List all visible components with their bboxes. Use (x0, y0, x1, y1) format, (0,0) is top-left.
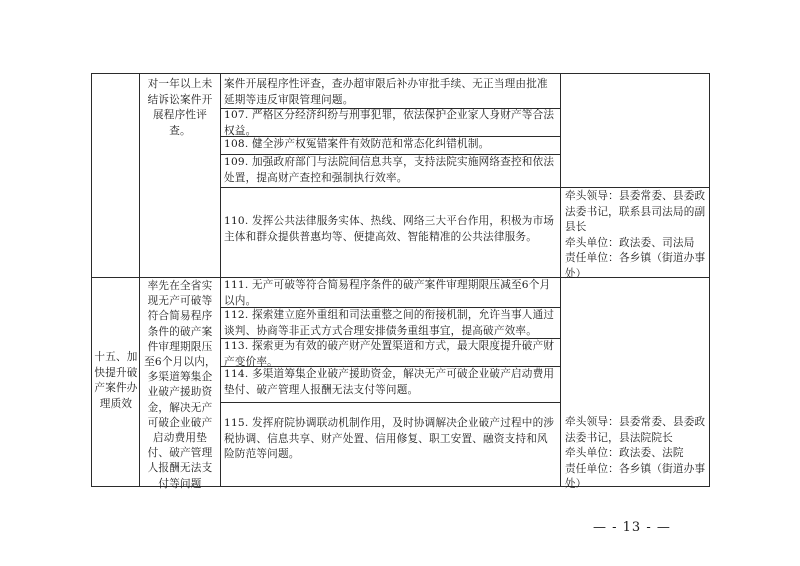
measure-112: 112. 探索建立庭外重组和司法重整之间的衔接机制，允许当事人通过谈判、协商等非正式方式合理安排债务重组事宜，提高破产效率。 (224, 309, 555, 337)
measure-107: 107. 严格区分经济纠纷与刑事犯罪，依法保护企业家人身财产等合法权益。 (224, 109, 555, 137)
measure-111: 111. 无产可破等符合简易程序条件的破产案件审理期限压减至6个月以内。 (224, 279, 551, 307)
measure-109: 109. 加强政府部门与法院间信息共享，支持法院实施网络查控和依法处置，提高财产查控和强制执行效率。 (224, 156, 555, 184)
measure-106-cont: 案件开展程序性评查，查办超审限后补办审批手续、无正当理由批准延期等违反审限管理问题。 (224, 78, 548, 106)
measure-114: 114. 多渠道筹集企业破产援助资金，解决无产可破企业破产启动费用垫付、破产管理人报酬无法支付等问题。 (224, 368, 555, 396)
row-divider-115 (220, 402, 560, 403)
col-divider-1 (139, 73, 140, 487)
row-divider-110 (220, 187, 710, 188)
responsibility-cell: 牵头领导：县委常委、县委政法委书记，联系县司法局的副县长 牵头单位：政法委、司法局 责任单位：各乡镇（街道办事处） (565, 190, 706, 280)
measure-113: 113. 探索更为有效的破产财产处置渠道和方式，最大限度提升破产财产变价率。 (224, 340, 555, 368)
table-left-border (91, 73, 92, 487)
table-right-border (709, 73, 710, 487)
responsibility-cell-15: 牵头领导：县委常委、县委政法委书记，县法院院长 牵头单位：政法委、法院 责任单位：各乡镇（街道办事处） (565, 416, 706, 490)
page-number: — - 13 - — (593, 520, 671, 535)
goal-cell: 对一年以上未结诉讼案件开展程序性评查。 (147, 78, 213, 137)
col-divider-3 (560, 73, 561, 487)
measure-110: 110. 发挥公共法律服务实体、热线、网络三大平台作用，积极为市场主体和群众提供普惠均等、便捷高效、智能精准的公共法律服务。 (224, 215, 555, 243)
measure-115: 115. 发挥府院协调联动机制作用，及时协调解决企业破产过程中的涉税协调、信息共享、财产处置、信用修复、职工安置、融资支持和风险防范等问题。 (224, 417, 555, 460)
col-divider-2 (220, 73, 221, 487)
measure-108: 108. 健全涉产权冤错案件有效防范和常态化纠错机制。 (224, 138, 490, 150)
category-cell: 十五、加快提升破产案件办理质效 (94, 351, 138, 410)
goal-cell-15: 率先在全省实现无产可破等符合简易程序条件的破产案件审理期限压至6个月以内，多渠道筹集企业破产援助资金，解决无产可破企业破产启动费用垫付、破产管理人报酬无法支付等问题 (144, 280, 216, 490)
table-top-border (91, 73, 710, 74)
